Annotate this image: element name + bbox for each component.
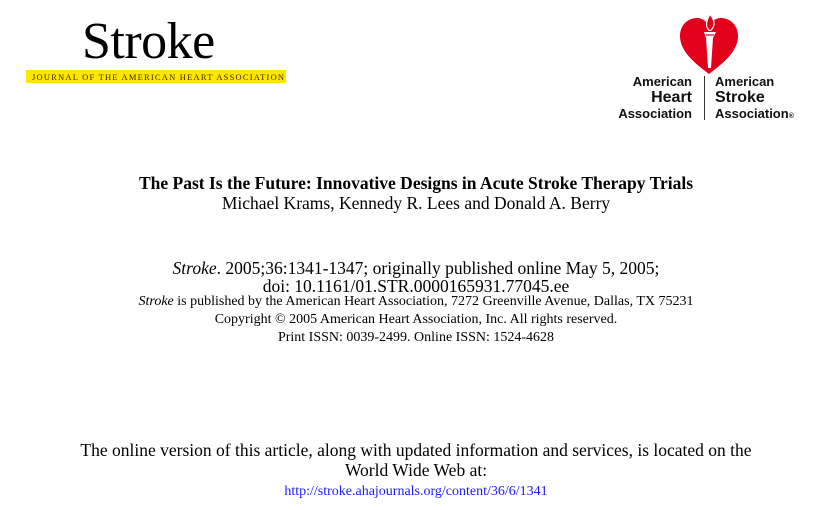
article-url-link[interactable]: http://stroke.ahajournals.org/content/36/6/1341 [284, 484, 548, 499]
aha-right-line2: Stroke [715, 89, 765, 106]
aha-right-line1: American [715, 74, 775, 89]
publisher-text: is published by the American Heart Association, 7272 Greenville Avenue, Dallas, TX 75231 [173, 294, 694, 309]
online-notice-line1: The online version of this article, along with updated information and services, is located on the [80, 440, 752, 460]
aha-left-line2: Heart [651, 89, 692, 106]
journal-logo [26, 14, 286, 86]
article-authors: Michael Krams, Kennedy R. Lees and Donald A. Berry [221, 193, 611, 213]
citation-line [0, 258, 816, 278]
aha-logo-divider [704, 76, 705, 120]
issn-line: Print ISSN: 0039-2499. Online ISSN: 1524-4628 [277, 330, 555, 345]
citation-doi: doi: 10.1161/01.STR.0000165931.77045.ee [262, 276, 570, 296]
aha-logo [612, 12, 812, 124]
aha-right-line3 [715, 106, 815, 125]
aha-left-line1: American [632, 74, 692, 89]
publisher-line [0, 294, 816, 310]
journal-subtitle: JOURNAL OF THE AMERICAN HEART ASSOCIATION [32, 72, 286, 82]
aha-stroke-association-label [715, 74, 815, 125]
registered-mark: ® [788, 113, 794, 120]
article-title: The Past Is the Future: Innovative Designs in Acute Stroke Therapy Trials [138, 173, 694, 193]
online-notice-line2: World Wide Web at: [344, 460, 488, 480]
publisher-journal: Stroke [138, 294, 174, 309]
heart-torch-icon [678, 12, 740, 76]
online-link-container [0, 484, 816, 500]
aha-left-line3: Association [618, 106, 692, 121]
copyright-line: Copyright © 2005 American Heart Association, Inc. All rights reserved. [214, 312, 618, 327]
aha-right-line3-text: Association [715, 106, 789, 121]
aha-heart-association-label [612, 74, 692, 122]
citation-details: . 2005;36:1341-1347; originally published online May 5, 2005; [216, 258, 660, 278]
citation-journal: Stroke [172, 258, 217, 278]
journal-title: Stroke [82, 13, 215, 70]
